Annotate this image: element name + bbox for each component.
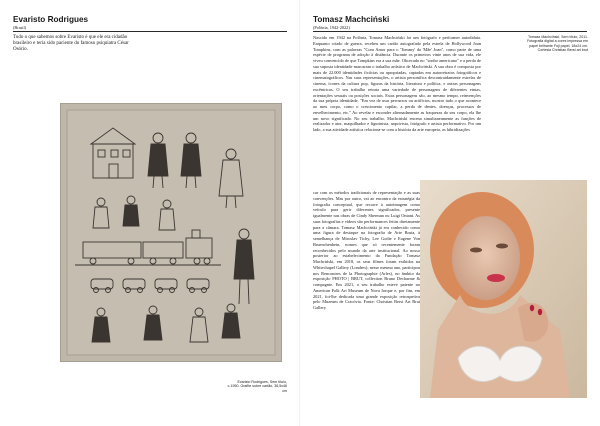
right-artist-header xyxy=(313,15,463,30)
biography-text-bottom: car com os métodos tradicionais de representação e as suas convenções. Mas por outro, vai ao encontro da estratégia da fotografia conceptual, que recorre à autoimagem como veículo para gerir diferentes significados, presente igualmente nas obras de Cindy Sherman ou Luigi Ontani. As suas fotografias e vídeos são performances feitas diretamente para a câmara. Tomasz Machciński já era conhecido como uma figura de destaque na fotografia de Arte Bruta, à semelhança de Miroslav Tichy, Lee Godie e Eugene Von Bruenchenhein, nomes que só recentemente foram reconhecidos pelo mundo da arte institucional. Ao nosso posterior ao estabelecimento da Fundação Tomasz Machciński, em 2018, os seus filmes foram exibidos na Whitechapel Gallery (Londres); nesse mesmo ano, participou nos Rencontres de la Photographie (Arles), no âmbito da exposição PHOTO | BRUT, collection Bruno Decharme & compagnie. Em 2021, o seu trabalho esteve patente no American Folk Art Museum de Nova Iorque e, por fim, em 2021, foi-lhe dedicada uma grande exposição retrospetiva pelo Muzeum de Cracóvia. Fonte: Christian Berst Art Brut Gallery xyxy=(313,190,420,310)
left-artist-blurb: Tudo o que sabemos sobre Evaristo é que ele era cidadão brasileiro e teria sido paciente do famoso psiquiatra César Osório. xyxy=(13,35,129,53)
left-artist-header xyxy=(13,15,143,30)
artwork-drawing-svg xyxy=(61,104,281,361)
right-artist-meta: (Polônia, 1942-2022) xyxy=(313,25,350,30)
biography-text-top: Nascido em 1942 na Polônia, Tomasz Machciński foi um fotógrafo e performer autodidata. Enquanto criado de guerra, recebeu um cartão autografado pela estrela de Hollywood Joan Tompkins, com as palavras "Com Amor para o 'Tommy' da 'Mãe' Joan", como parte de uma espécie de programa de adoção à distância. Durante os primeiros vinte anos de sua vida, ele viveu convencido de que Tompkins era a sua mãe. Obcecado no "sonho americano" e a perda de sua suposta identidade marcaram o trabalho artístico de Machciński. A sua obra é composta por mais de 22.000 identidades fictícias ou apropriadas, captadas em autorretratos fotográficos e cinematográficos. Nas suas representações, o artista personifica descontraidamente estrelas de cinema, ícones da cultura pop, figuras da história, literatura e política, e outras personagens excêntricas. O seu trabalho retrata uma variedade de personagens de diferentes etnias, orientações sexuais ou posições sociais. Estas personagens são, ao mesmo tempo, reinvenções da sua própria identidade. "Em vez de usar percursos ou artifícios, mostro tudo o que acontece ao meu corpo, como o crescimento capilar, a perda de dentes, doenças, processos de envelhecimento, etc." Ao revelar e esconder alternadamente as fraquezas do seu corpo, ela lhe um novo significado. No seu trabalho, Machciński encena simultaneamente as funções de realizador e ator, maquilhador e figurinista, arquivista, fotógrafo e artista performativo. Por um lado, a sua atividade artística relaciona-se com a história da arte europeia, as hibridizações xyxy=(313,35,481,132)
left-divider xyxy=(13,31,287,32)
right-artist-name: Tomasz Machciński xyxy=(313,15,390,24)
artwork-caption: Evaristo Rodrigues, Sem título, c.1950. Grafite sobre cartão, 36,5x46 cm xyxy=(227,380,287,393)
right-page xyxy=(300,0,600,426)
photo-caption: Tomasz Machciński, Sem título, 2011. Fotografia digital a cores impressa em papel brilhante Fuji papel, 18x24 cm. Cortesia Christian Berst art brut xyxy=(527,35,588,53)
portrait-photo xyxy=(420,180,587,398)
artwork-drawing xyxy=(60,103,282,362)
right-divider xyxy=(313,31,587,32)
portrait-photo-svg xyxy=(420,180,587,398)
left-artist-country: (Brasil) xyxy=(13,25,27,30)
left-artist-name: Evaristo Rodrigues xyxy=(13,15,89,24)
